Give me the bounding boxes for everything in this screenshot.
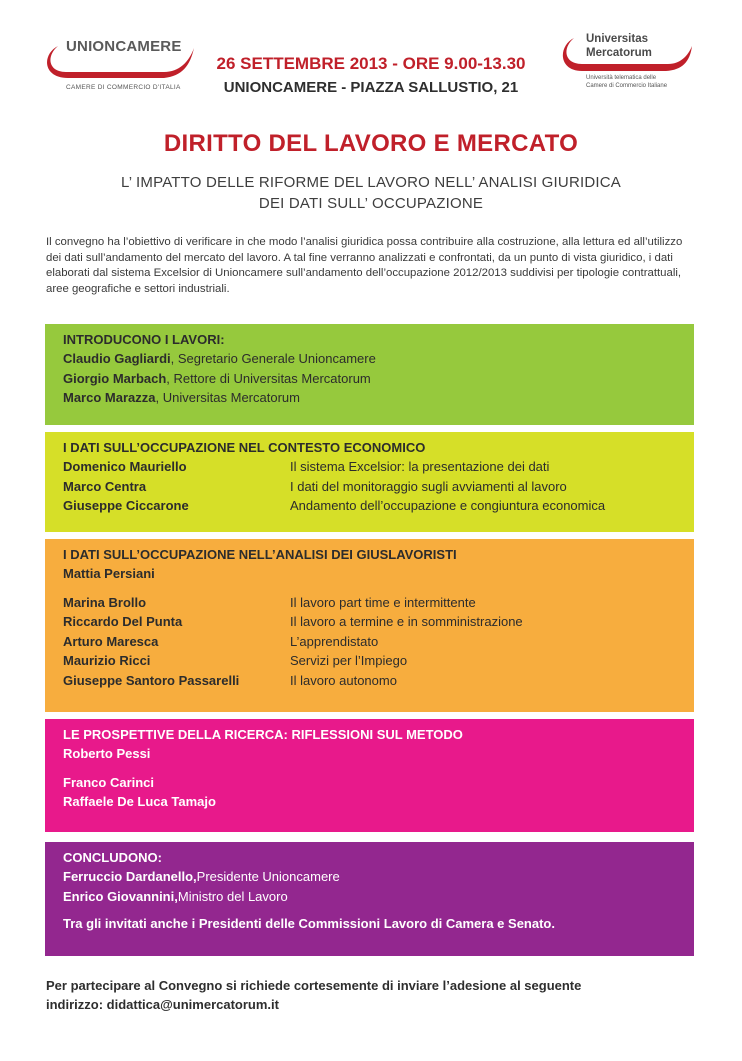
speaker-role: , Segretario Generale Unioncamere — [170, 351, 376, 366]
talk-topic: I dati del monitoraggio sugli avviamenti al lavoro — [290, 478, 567, 494]
talk-row — [63, 651, 676, 671]
speaker-name: Maurizio Ricci — [63, 653, 151, 669]
speaker-name: Giorgio Marbach — [63, 370, 167, 386]
section-introducono — [45, 324, 694, 425]
universitas-logo-line2: Mercatorum — [586, 47, 652, 59]
page-title: DIRITTO DEL LAVORO E MERCATO — [163, 130, 579, 157]
speaker-row — [63, 369, 676, 389]
section-contesto-economico — [45, 432, 694, 532]
speaker-role: , Universitas Mercatorum — [155, 390, 300, 406]
event-venue: UNIONCAMERE - PIAZZA SALLUSTIO, 21 — [223, 79, 519, 96]
footer-line-1: Per partecipare al Convegno si richiede cortesemente di inviare l’adesione al seguente — [46, 978, 582, 993]
chair-name: Roberto Pessi — [63, 746, 151, 761]
speaker-name: Marco Marazza — [63, 390, 156, 406]
subtitle-line-1: L’ IMPATTO DELLE RIFORME DEL LAVORO NELL’ ANALISI GIURIDICA — [121, 174, 621, 191]
speaker-name: Marco Centra — [63, 478, 147, 494]
event-date: 26 SETTEMBRE 2013 - ORE 9.00-13.30 — [216, 54, 526, 73]
speaker-role: Presidente Unioncamere — [196, 869, 340, 884]
talk-topic: L’apprendistato — [290, 633, 379, 649]
speaker-role: , Rettore di Universitas Mercatorum — [166, 370, 371, 386]
talk-topic: Il sistema Excelsior: la presentazione dei dati — [290, 459, 550, 474]
intro-paragraph: Il convegno ha l’obiettivo di verificare in che modo l’analisi giuridica possa contribuire alla costruzione, alla lettura ed all’utilizzo dei dati sull’andamento del mercato del lavoro. A tal fine verranno analizzati e confrontati, da un punto di vista giuridico, i dati elaborati dal sistema Excelsior di Unioncamere sull’andamento dell’occupazione 2012/2013 suddivisi per tipologie contrattuali, aree geografiche e settori industriali. — [46, 236, 683, 295]
invited-note: Tra gli invitati anche i Presidenti delle Commissioni Lavoro di Camera e Senato. — [63, 916, 555, 932]
spacer — [63, 584, 676, 593]
speaker-name: Claudio Gagliardi — [63, 351, 171, 366]
talk-topic: Andamento dell’occupazione e congiuntura economica — [290, 498, 606, 514]
section-heading: I DATI SULL’OCCUPAZIONE NEL CONTESTO ECONOMICO — [63, 440, 426, 455]
section-giuslavoristi — [45, 539, 694, 712]
speaker-row — [63, 887, 676, 907]
speaker-name: Franco Carinci — [63, 774, 155, 790]
talk-topic: Servizi per l’Impiego — [290, 653, 408, 669]
speaker-name: Giuseppe Ciccarone — [63, 498, 189, 514]
chair-name: Mattia Persiani — [63, 566, 155, 581]
talk-row — [63, 671, 676, 691]
talk-row — [63, 457, 676, 477]
section-heading: I DATI SULL’OCCUPAZIONE NELL’ANALISI DEI GIUSLAVORISTI — [63, 547, 457, 562]
talk-topic: Il lavoro a termine e in somministrazione — [290, 614, 523, 630]
speaker-name: Riccardo Del Punta — [63, 614, 183, 630]
speaker-role: Ministro del Lavoro — [177, 888, 288, 904]
speaker-name: Marina Brollo — [63, 594, 147, 610]
speaker-name: Enrico Giovannini, — [63, 888, 178, 904]
chair-row — [63, 564, 676, 584]
speaker-name: Ferruccio Dardanello, — [63, 869, 197, 884]
subtitle-line-2: DEI DATI SULL’ OCCUPAZIONE — [258, 195, 484, 212]
speaker-row — [63, 773, 676, 793]
chair-row — [63, 744, 676, 764]
talk-topic: Il lavoro autonomo — [290, 672, 397, 688]
unioncamere-logo — [44, 36, 204, 106]
talk-row — [63, 632, 676, 652]
footer-registration — [46, 976, 696, 1014]
section-heading: INTRODUCONO I LAVORI: — [63, 332, 225, 347]
talk-row — [63, 612, 676, 632]
talk-row — [63, 477, 676, 497]
speaker-name: Giuseppe Santoro Passarelli — [63, 672, 240, 688]
unioncamere-logo-name: UNIONCAMERE — [66, 38, 182, 55]
universitas-logo-sub1: Università telematica delle — [586, 75, 657, 81]
universitas-logo-sub2: Camere di Commercio Italiane — [586, 83, 668, 89]
talk-row — [63, 593, 676, 613]
speaker-name: Raffaele De Luca Tamajo — [63, 794, 216, 810]
speaker-row — [63, 867, 676, 887]
universitas-mercatorum-logo — [560, 30, 710, 100]
speaker-row — [63, 349, 676, 369]
section-prospettive — [45, 719, 694, 832]
talk-row — [63, 496, 676, 516]
speaker-name: Arturo Maresca — [63, 633, 159, 649]
section-heading: LE PROSPETTIVE DELLA RICERCA: RIFLESSIONI SUL METODO — [63, 727, 463, 742]
unioncamere-logo-subtitle: CAMERE DI COMMERCIO D'ITALIA — [66, 84, 181, 91]
section-heading: CONCLUDONO: — [63, 850, 162, 865]
speaker-row — [63, 388, 676, 408]
universitas-logo-line1: Universitas — [586, 33, 649, 45]
spacer — [63, 764, 676, 773]
speaker-row — [63, 792, 676, 812]
talk-topic: Il lavoro part time e intermittente — [290, 594, 476, 610]
speaker-name: Domenico Mauriello — [63, 459, 187, 474]
section-concludono — [45, 842, 694, 956]
footer-line-2: indirizzo: didattica@unimercatorum.it — [46, 997, 279, 1012]
